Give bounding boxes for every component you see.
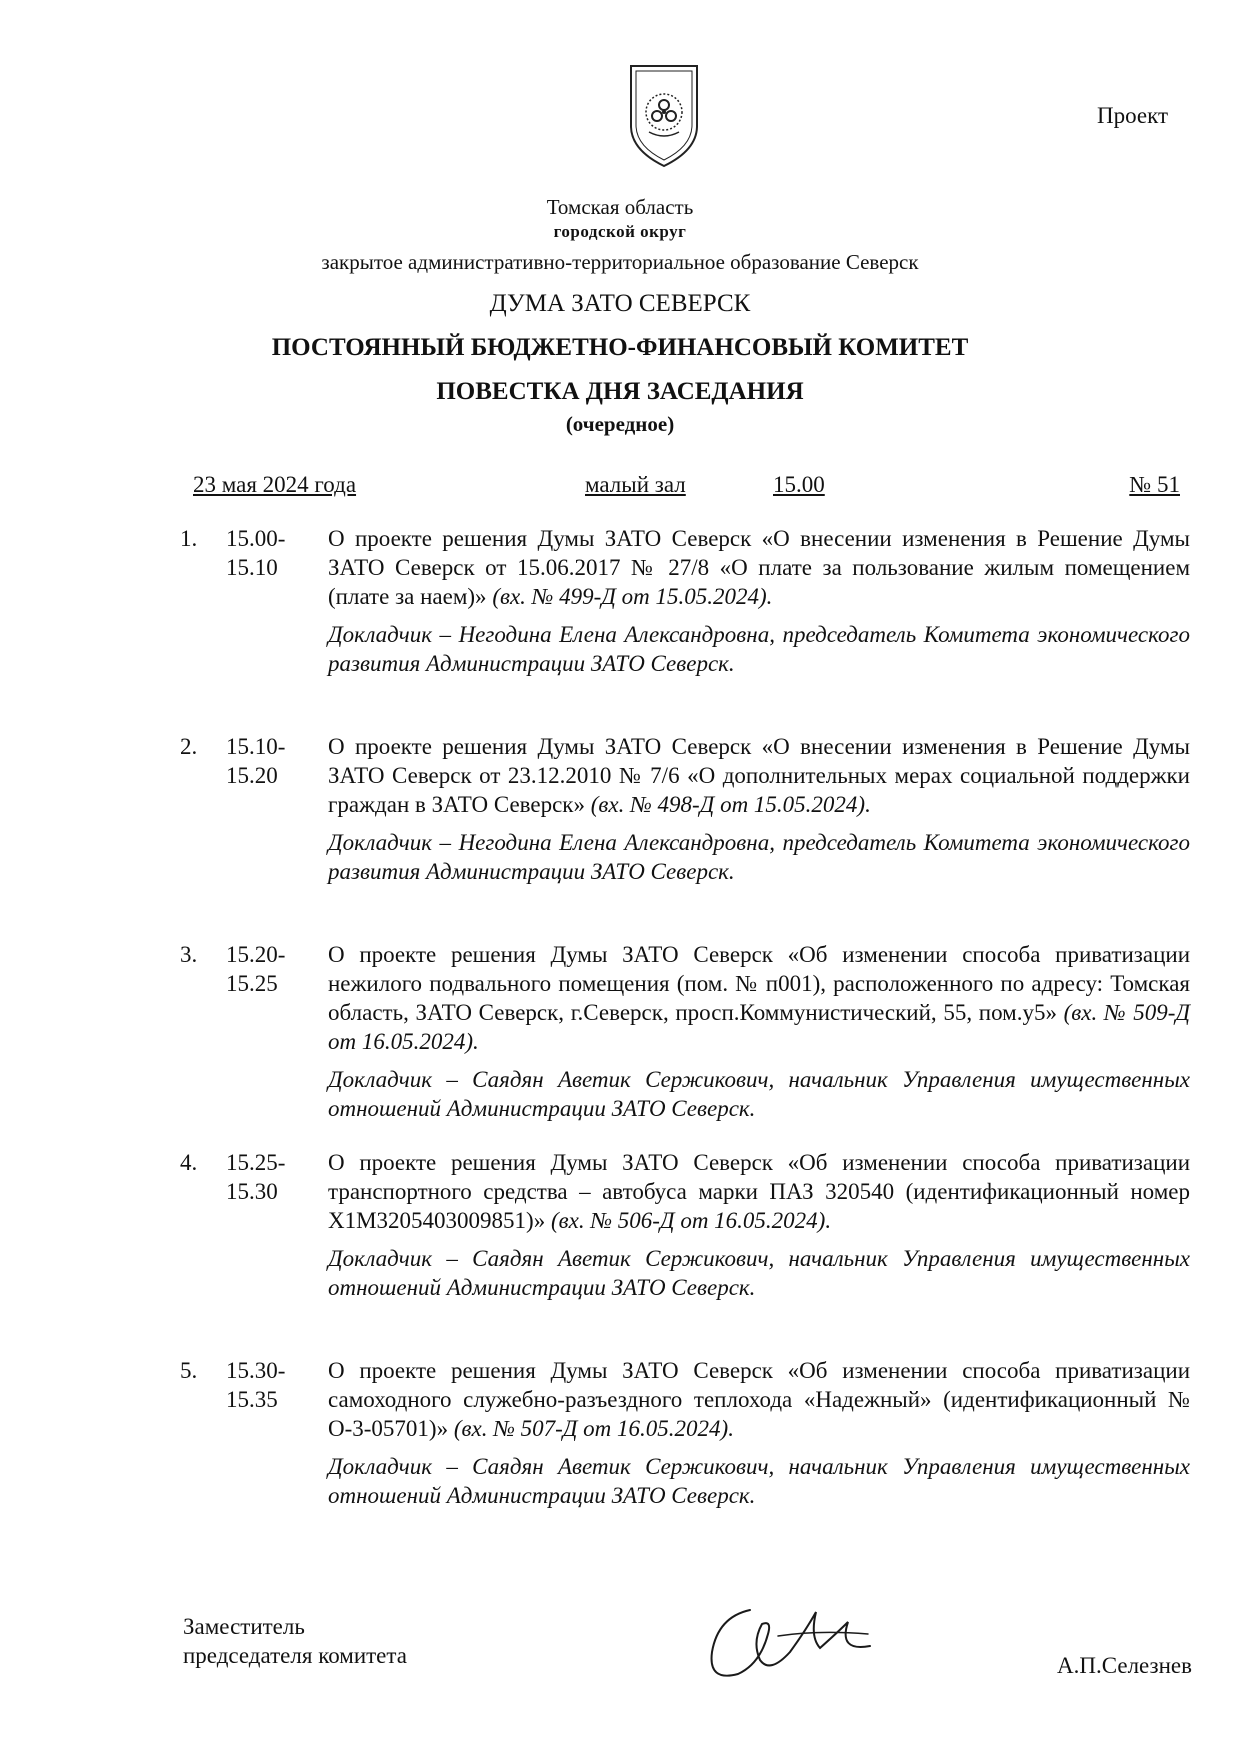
region-line: Томская область	[546, 195, 694, 219]
item-text: О проекте решения Думы ЗАТО Северск «Об изменении способа приватизации нежилого подвального помещения (пом. № п001), расположенного по адресу: Томская область, ЗАТО Северск, г.Северск, просп.Коммунистический, 55, пом.у5»	[328, 942, 1190, 1025]
duma-title: ДУМА ЗАТО СЕВЕРСК	[489, 290, 751, 317]
meeting-time: 15.00	[773, 472, 825, 497]
item-number: 1.	[180, 526, 198, 551]
item-time: 15.30-15.35	[226, 1358, 286, 1412]
item-ref: (вх. № 509-Д от 16.05.2024).	[328, 1000, 1191, 1054]
item-ref: (вх. № 507-Д от 16.05.2024).	[453, 1416, 734, 1441]
item-text: О проекте решения Думы ЗАТО Северск «Об изменении способа приватизации самоходного служебно-разъездного теплохода «Надежный» (идентификационный № О-3-05701)»	[328, 1358, 1190, 1441]
item-number: 3.	[180, 942, 198, 967]
item-number: 5.	[180, 1358, 198, 1383]
item-number: 4.	[180, 1150, 198, 1175]
item-text: О проекте решения Думы ЗАТО Северск «Об изменении способа приватизации транспортного средства – автобуса марки ПАЗ 320540 (идентификационный номер X1M3205403009851)»	[328, 1150, 1190, 1233]
item-time: 15.00-15.10	[226, 526, 286, 580]
project-stamp: Проект	[1096, 103, 1168, 128]
item-speaker: Докладчик – Саядян Аветик Сержикович, начальник Управления имущественных отношений Администрации ЗАТО Северск.	[328, 1454, 1190, 1508]
item-ref: (вх. № 499-Д от 15.05.2024).	[492, 584, 773, 609]
signatory-position	[183, 1612, 407, 1670]
meeting-date: 23 мая 2024 года	[193, 472, 357, 497]
item-number: 2.	[180, 734, 198, 759]
item-time: 15.20-15.25	[226, 942, 286, 996]
item-time: 15.10-15.20	[226, 734, 286, 788]
zato-line: закрытое административно-территориальное образование Северск	[321, 250, 919, 274]
committee-title: ПОСТОЯННЫЙ БЮДЖЕТНО-ФИНАНСОВЫЙ КОМИТЕТ	[271, 334, 969, 361]
agenda-title: ПОВЕСТКА ДНЯ ЗАСЕДАНИЯ	[436, 378, 804, 405]
item-speaker: Докладчик – Саядян Аветик Сержикович, начальник Управления имущественных отношений Администрации ЗАТО Северск.	[328, 1067, 1190, 1121]
item-speaker: Докладчик – Негодина Елена Александровна, председатель Комитета экономического развития Администрации ЗАТО Северск.	[328, 830, 1190, 884]
item-text: О проекте решения Думы ЗАТО Северск «О внесении изменения в Решение Думы ЗАТО Северск от 15.06.2017 № 27/8 «О плате за пользование жилым помещением (плате за наем)»	[328, 526, 1190, 609]
signatory-position-line2: председателя комитета	[183, 1643, 407, 1668]
item-ref: (вх. № 506-Д от 16.05.2024).	[550, 1208, 832, 1233]
district-line: городской округ	[553, 222, 687, 241]
coat-of-arms-icon	[627, 62, 701, 170]
signatory-position-line1: Заместитель	[183, 1614, 305, 1639]
item-time: 15.25-15.30	[226, 1150, 286, 1204]
meeting-room: малый зал	[585, 472, 686, 497]
item-speaker: Докладчик – Негодина Елена Александровна, председатель Комитета экономического развития Администрации ЗАТО Северск.	[328, 622, 1190, 676]
item-text: О проекте решения Думы ЗАТО Северск «О внесении изменения в Решение Думы ЗАТО Северск от 23.12.2010 № 7/6 «О дополнительных мерах социальной поддержки граждан в ЗАТО Северск»	[328, 734, 1190, 817]
item-speaker: Докладчик – Саядян Аветик Сержикович, начальник Управления имущественных отношений Администрации ЗАТО Северск.	[328, 1246, 1190, 1300]
item-ref: (вх. № 498-Д от 15.05.2024).	[590, 792, 871, 817]
session-type: (очередное)	[565, 412, 675, 436]
signature-icon	[698, 1582, 888, 1692]
signatory-name: А.П.Селезнев	[1057, 1653, 1192, 1678]
meeting-number: № 51	[1129, 472, 1180, 497]
